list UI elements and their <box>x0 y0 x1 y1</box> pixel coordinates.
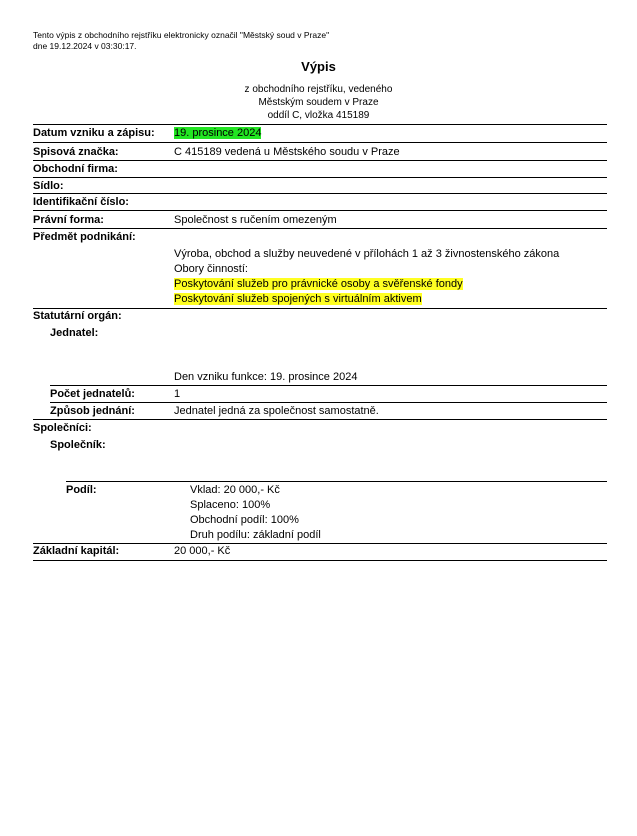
sidlo-label: Sídlo: <box>33 180 64 192</box>
predmet-line2: Obory činností: <box>174 263 248 275</box>
divider <box>33 160 607 161</box>
divider <box>33 193 607 194</box>
divider <box>33 560 607 561</box>
divider <box>33 210 607 211</box>
predmet-line4-highlight: Poskytování služeb spojených s virtuálním aktivem <box>174 293 422 305</box>
divider <box>50 402 607 403</box>
druh-podilu: Druh podílu: základní podíl <box>190 529 321 541</box>
podil-label: Podíl: <box>66 484 97 496</box>
kapital-label: Základní kapitál: <box>33 545 120 557</box>
splaceno: Splaceno: 100% <box>190 499 271 511</box>
kapital-value: 20 000,- Kč <box>174 545 231 557</box>
spisova-label: Spisová značka: <box>33 146 119 158</box>
page-title: Výpis <box>301 59 336 74</box>
electronic-mark-note-line1: Tento výpis z obchodního rejstříku elektronicky označil "Městský soud v Praze" <box>33 30 330 40</box>
den-vzniku-funkce: Den vzniku funkce: 19. prosince 2024 <box>174 371 358 383</box>
spolecnici-label: Společníci: <box>33 422 92 434</box>
predmet-line4 <box>174 293 422 305</box>
predmet-line3 <box>174 278 463 290</box>
divider <box>33 543 607 544</box>
ico-label: Identifikační číslo: <box>33 196 129 208</box>
predmet-line3-highlight: Poskytování služeb pro právnické osoby a svěřenské fondy <box>174 278 463 290</box>
divider <box>33 419 607 420</box>
obchodni-podil: Obchodní podíl: 100% <box>190 514 299 526</box>
pravni-label: Právní forma: <box>33 214 104 226</box>
pocet-jednatelu-value: 1 <box>174 388 181 400</box>
divider <box>33 228 607 229</box>
datum-value-highlight: 19. prosince 2024 <box>174 127 262 139</box>
subtitle-line2: Městským soudem v Praze <box>258 97 379 108</box>
jednatel-label: Jednatel: <box>50 327 99 339</box>
datum-label: Datum vzniku a zápisu: <box>33 127 155 139</box>
pravni-value: Společnost s ručením omezeným <box>174 214 337 226</box>
spisova-value: C 415189 vedená u Městského soudu v Praze <box>174 146 400 158</box>
divider <box>50 385 607 386</box>
statutarni-label: Statutární orgán: <box>33 310 122 322</box>
electronic-mark-note-line2: dne 19.12.2024 v 03:30:17. <box>33 41 137 51</box>
divider <box>33 177 607 178</box>
pocet-jednatelu-label: Počet jednatelů: <box>50 388 135 400</box>
predmet-label: Předmět podnikání: <box>33 231 136 243</box>
zpusob-jednani-label: Způsob jednání: <box>50 405 135 417</box>
zpusob-jednani-value: Jednatel jedná za společnost samostatně. <box>174 405 379 417</box>
divider <box>66 481 607 482</box>
spolecnik-label: Společník: <box>50 439 106 451</box>
divider <box>33 124 607 125</box>
vklad: Vklad: 20 000,- Kč <box>190 484 280 496</box>
predmet-line1: Výroba, obchod a služby neuvedené v přílohách 1 až 3 živnostenského zákona <box>174 248 560 260</box>
datum-value <box>174 127 261 139</box>
divider <box>33 308 607 309</box>
subtitle-line1: z obchodního rejstříku, vedeného <box>244 84 393 95</box>
divider <box>33 142 607 143</box>
firma-label: Obchodní firma: <box>33 163 118 175</box>
subtitle-line3: oddíl C, vložka 415189 <box>267 110 370 121</box>
